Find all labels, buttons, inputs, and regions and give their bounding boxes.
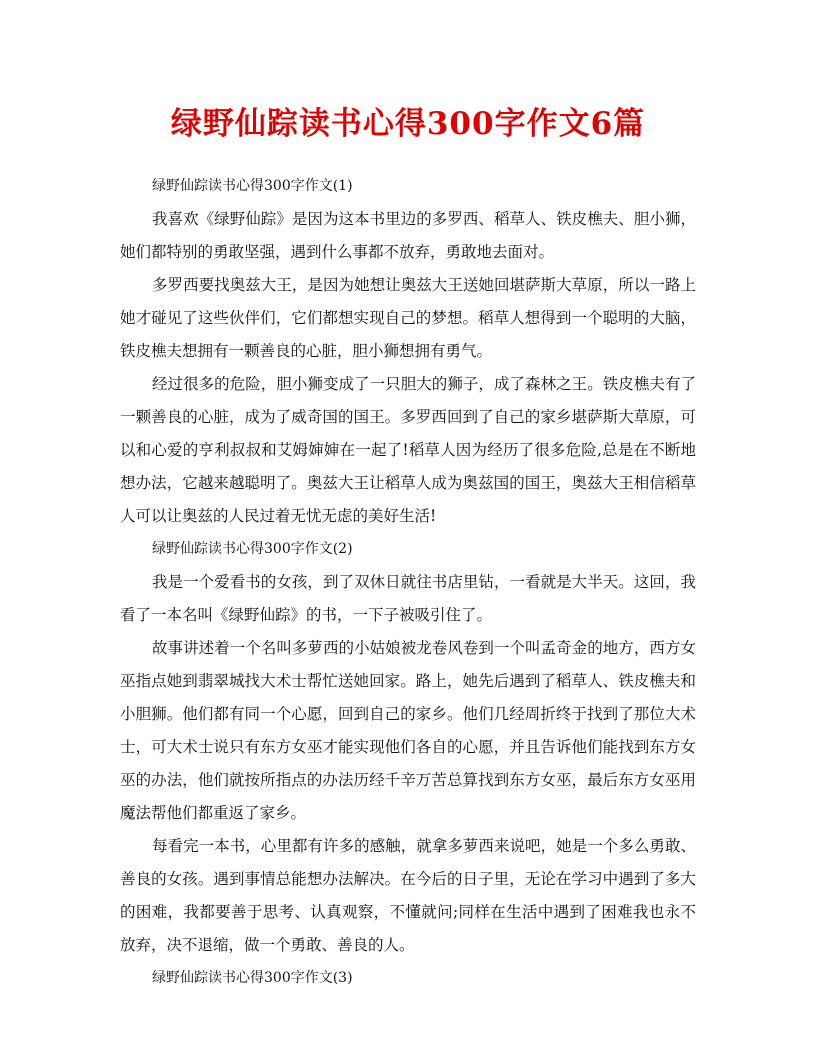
section-heading-1: 绿野仙踪读书心得300字作文(1) [152,178,353,194]
paragraph: 每看完一本书，心里都有许多的感触，就拿多萝西来说吧，她是一个多么勇敢、善良的女孩。遇到事情总能想办法解决。在今后的日子里，无论在学习中遇到了多大的困难，我都要善于思考、认真观察，不懂就问;同样在生活中遇到了困难我也永不放弃，决不退缩，做一个勇敢、善良的人。 [120,837,696,954]
paragraph: 我喜欢《绿野仙踪》是因为这本书里边的多罗西、稻草人、铁皮樵夫、胆小狮，她们都特别的勇敢坚强，遇到什么事都不放弃，勇敢地去面对。 [120,210,696,261]
paragraph: 多罗西要找奥兹大王，是因为她想让奥兹大王送她回堪萨斯大草原，所以一路上她才碰见了这些伙伴们，它们都想实现自己的梦想。稻草人想得到一个聪明的大脑，铁皮樵夫想拥有一颗善良的心脏，胆小狮想拥有勇气。 [120,276,696,360]
paragraph: 故事讲述着一个名叫多萝西的小姑娘被龙卷风卷到一个叫孟奇金的地方，西方女巫指点她到翡翠城找大术士帮忙送她回家。路上，她先后遇到了稻草人、铁皮樵夫和小胆狮。他们都有同一个心愿，回到自己的家乡。他们几经周折终于找到了那位大术士，可大术士说只有东方女巫才能实现他们各自的心愿，并且告诉他们能找到东方女巫的办法，他们就按所指点的办法历经千辛万苦总算找到东方女巫，最后东方女巫用魔法帮他们都重返了家乡。 [120,639,696,822]
document-body [120,170,696,995]
section-heading-3: 绿野仙踪读书心得300字作文(3) [152,970,353,986]
paragraph: 经过很多的危险，胆小狮变成了一只胆大的狮子，成了森林之王。铁皮樵夫有了一颗善良的心脏，成为了威奇国的国王。多罗西回到了自己的家乡堪萨斯大草原，可以和心爱的亨利叔叔和艾姆婶婶在一起了!稻草人因为经历了很多危险,总是在不断地想办法，它越来越聪明了。奥兹大王让稻草人成为奥兹国的国王，奥兹大王相信稻草人可以让奥兹的人民过着无忧无虑的美好生活! [120,375,696,525]
document-title: 绿野仙踪读书心得300字作文6篇 [170,106,646,142]
paragraph: 我是一个爱看书的女孩，到了双休日就往书店里钻，一看就是大半天。这回，我看了一本名叫《绿野仙踪》的书，一下子被吸引住了。 [120,573,696,624]
section-heading-2: 绿野仙踪读书心得300字作文(2) [152,541,353,557]
